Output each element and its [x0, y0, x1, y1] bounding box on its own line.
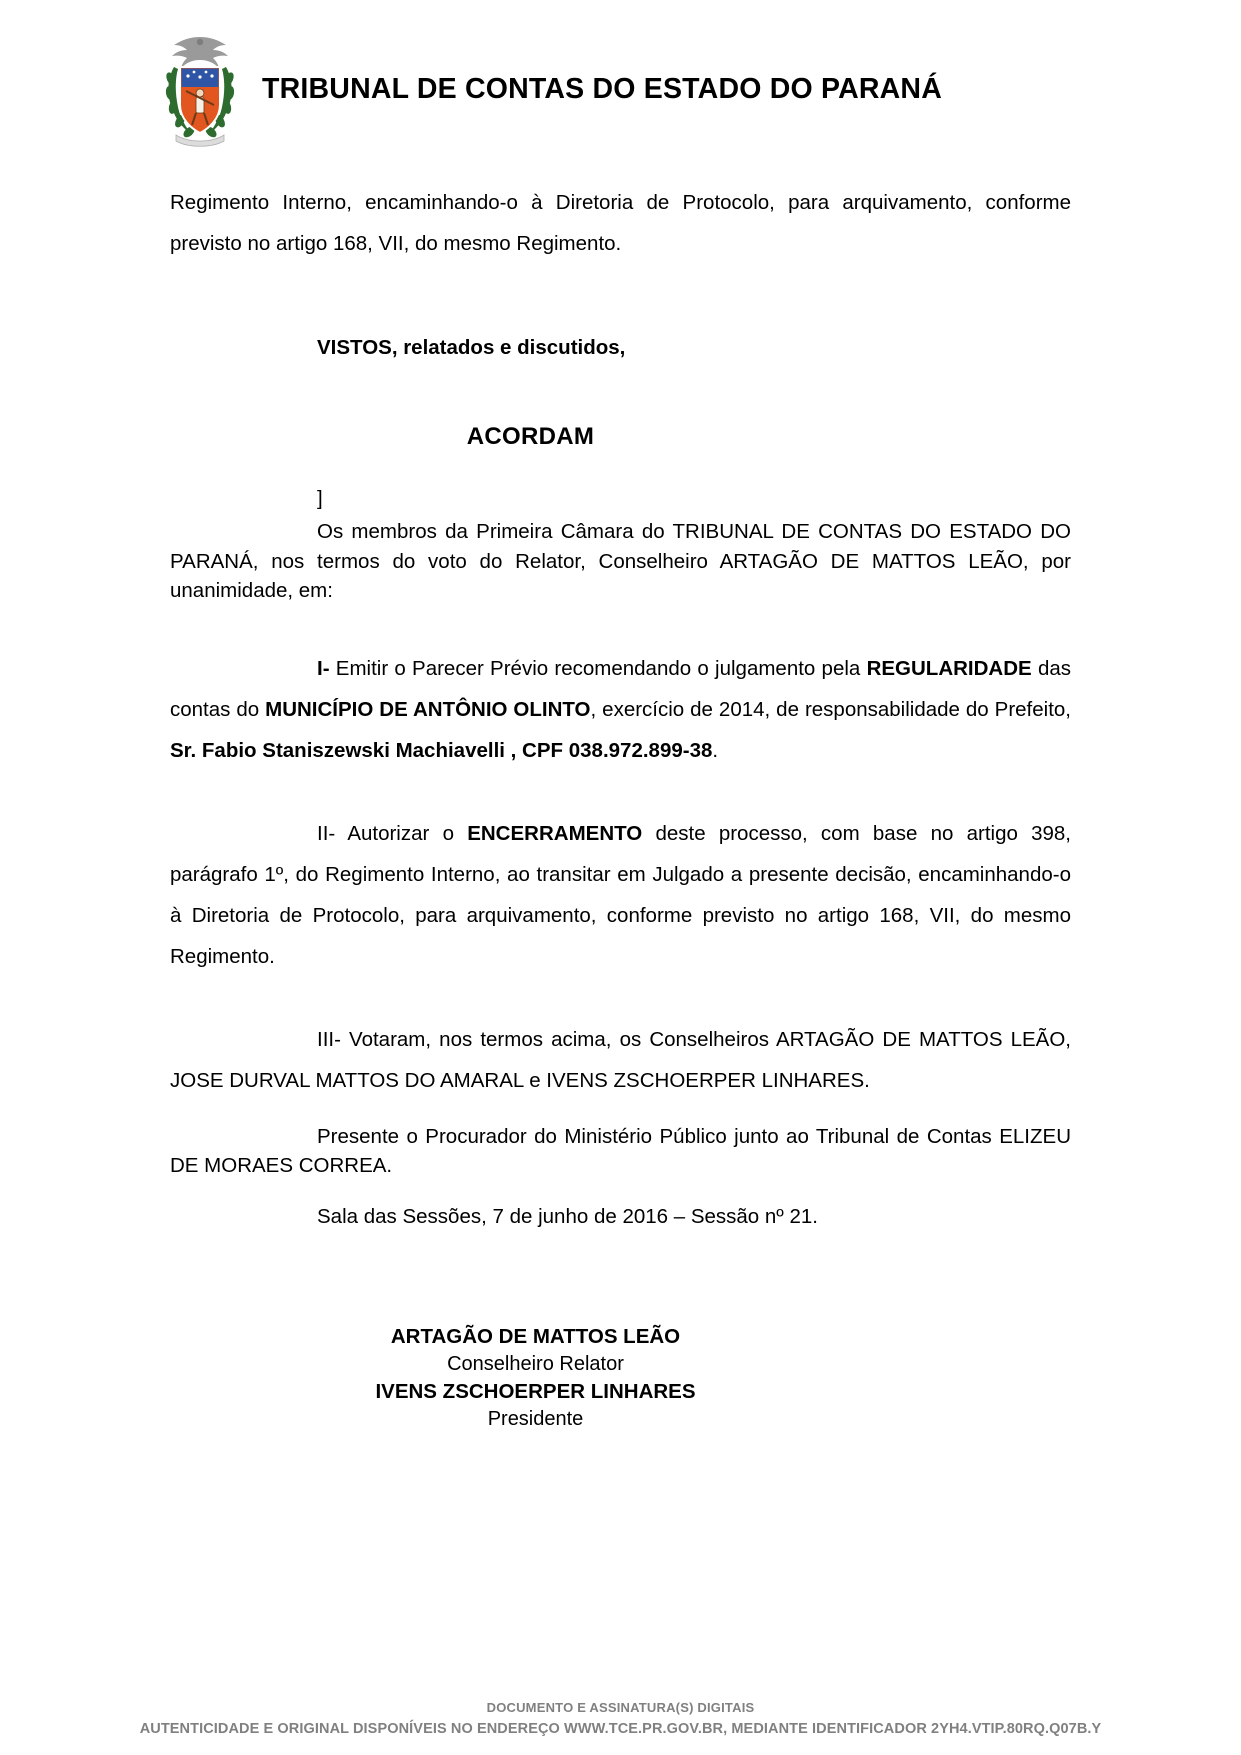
procurador-paragraph	[170, 1122, 1071, 1181]
acordam-heading: ACORDAM	[466, 422, 595, 450]
item-3-paragraph	[170, 1019, 1071, 1101]
signature-role-1: Conselheiro Relator	[447, 1352, 624, 1375]
item-2-marker: II-	[317, 822, 336, 846]
vistos-heading: VISTOS, relatados e discutidos,	[317, 336, 626, 359]
item-1-bold-1: REGULARIDADE	[866, 657, 1032, 681]
item-1-text-4: .	[712, 739, 719, 763]
item-1-text-1: Emitir o Parecer Prévio recomendando o julgamento pela	[329, 657, 867, 681]
item-1-marker: I-	[317, 657, 330, 681]
item-1-bold-3: Sr. Fabio Staniszewski Machiavelli , CPF 038.972.899-38	[170, 739, 713, 763]
item-2-paragraph	[170, 813, 1071, 977]
procurador-text: Presente o Procurador do Ministério Público junto ao Tribunal de Contas ELIZEU DE MORAES CORREA.	[170, 1124, 1071, 1178]
membros-paragraph	[170, 517, 1071, 606]
item-2-text-1: Autorizar o	[335, 822, 468, 846]
item-1-text-3: , exercício de 2014, de responsabilidade do Prefeito,	[590, 698, 1072, 722]
item-2-bold-1: ENCERRAMENTO	[467, 822, 643, 846]
membros-text: Os membros da Primeira Câmara do TRIBUNAL DE CONTAS DO ESTADO DO PARANÁ, nos termos do voto do Relator, Conselheiro ARTAGÃO DE MATTOS LEÃO, por unanimidade, em:	[170, 520, 1071, 603]
item-3-marker: III-	[317, 1028, 341, 1052]
document-footer	[0, 1700, 1241, 1737]
sala-paragraph	[170, 1202, 1071, 1232]
intro-paragraph: Regimento Interno, encaminhando-o à Diretoria de Protocolo, para arquivamento, conforme previsto no artigo 168, VII, do mesmo Regimento.	[170, 191, 1071, 255]
signature-block	[170, 1323, 1071, 1432]
item-1-paragraph	[170, 648, 1071, 771]
signature-name-2: IVENS ZSCHOERPER LINHARES	[375, 1379, 696, 1403]
item-1-text-2: das contas do	[170, 657, 1072, 722]
page-title: TRIBUNAL DE CONTAS DO ESTADO DO PARANÁ	[262, 72, 942, 105]
sala-text: Sala das Sessões, 7 de junho de 2016 – Sessão nº 21.	[317, 1204, 818, 1228]
signature-role-2: Presidente	[487, 1407, 584, 1430]
signature-name-1: ARTAGÃO DE MATTOS LEÃO	[390, 1325, 681, 1349]
document-header	[170, 0, 1071, 130]
item-3-text-1: Votaram, nos termos acima, os Conselheiros ARTAGÃO DE MATTOS LEÃO, JOSE DURVAL MATTOS DO AMARAL e IVENS ZSCHOERPER LINHARES.	[170, 1028, 1071, 1093]
item-2-text-2: deste processo, com base no artigo 398, parágrafo 1º, do Regimento Interno, ao transitar em Julgado a presente decisão, encaminhando-o à Diretoria de Protocolo, para arquivamento, conforme previsto no artigo 168, VII, do mesmo Regimento.	[170, 822, 1071, 969]
stray-bracket: ]	[317, 486, 323, 510]
parana-state-coat-of-arms-icon	[160, 31, 240, 147]
footer-digital-signature-notice: DOCUMENTO E ASSINATURA(S) DIGITAIS	[486, 1700, 755, 1715]
document-body	[170, 130, 1071, 1433]
item-1-bold-2: MUNICÍPIO DE ANTÔNIO OLINTO	[265, 698, 591, 722]
footer-authenticity-notice: AUTENTICIDADE E ORIGINAL DISPONÍVEIS NO ENDEREÇO WWW.TCE.PR.GOV.BR, MEDIANTE IDENTIFICADOR 2YH4.VTIP.80RQ.Q07B.Y	[139, 1721, 1102, 1737]
